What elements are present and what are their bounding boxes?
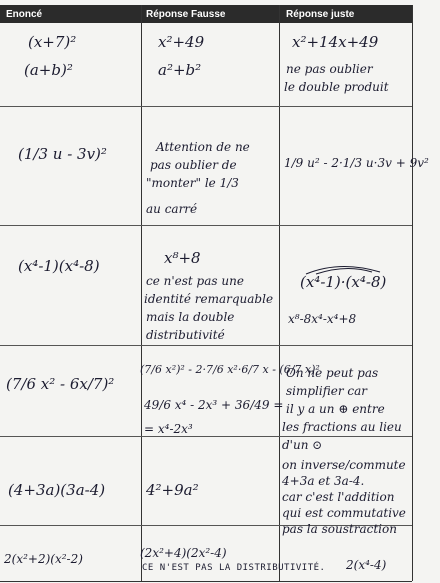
fausse-line: distributivité [146,328,225,342]
juste-line: 1/9 u² - 2·1/3 u·3v + 9v² [284,156,429,170]
fausse-line: x²+49 [158,33,205,51]
row-divider [0,225,412,226]
juste-line: car c'est l'addition [282,490,395,504]
row-divider [0,345,412,346]
header-enonce: Enoncé [6,9,43,20]
fausse-line: identité remarquable [144,292,274,306]
table-bottom-border [0,581,412,582]
enonce-line: (x⁴-1)(x⁴-8) [18,257,100,275]
fausse-line: x⁸+8 [164,249,201,267]
enonce-line: (a+b)² [24,61,73,79]
juste-line: 2(x⁴-4) [346,558,387,572]
header-reponse-fausse: Réponse Fausse [146,9,226,20]
juste-line: x⁸-8x⁴-x⁴+8 [288,312,357,326]
juste-line: il y a un ⊕ entre [286,402,385,416]
enonce-line: (7/6 x² - 6x/7)² [6,375,115,393]
fausse-line: (7/6 x²)² - 2·7/6 x²·6/7 x - (6/7 x)² [140,363,320,376]
juste-line: x²+14x+49 [292,33,379,51]
juste-line: ne pas oublier [286,62,373,76]
column-divider [412,5,413,581]
row-divider [0,436,412,437]
distribution-arrows [300,262,390,276]
fausse-line: a²+b² [158,61,202,79]
fausse-line: ce n'est pas une [146,274,244,288]
enonce-line: 2(x²+2)(x²-2) [4,552,83,566]
fausse-line: Attention de ne [156,140,250,154]
fausse-line: 49/6 x⁴ - 2x³ + 36/49 = [144,398,284,412]
fausse-line: = x⁴-2x³ [144,422,193,436]
juste-line: (x⁴-1)·(x⁴-8) [300,273,387,291]
fausse-line: mais la double [146,310,235,324]
enonce-line: (4+3a)(3a-4) [8,481,106,499]
fausse-line: (2x²+4)(2x²-4) [140,546,227,560]
table-header [0,5,412,23]
fausse-line: au carré [146,202,198,216]
fausse-line: "monter" le 1/3 [146,176,239,190]
juste-line: d'un ⊙ [282,438,323,452]
enonce-line: (x+7)² [28,33,77,51]
juste-line: On ne peut pas [286,366,379,380]
enonce-line: (1/3 u - 3v)² [18,145,107,163]
header-reponse-juste: Réponse juste [286,9,355,20]
juste-line: le double produit [284,80,389,94]
row-divider [0,106,412,107]
juste-line: pas la soustraction [282,522,397,536]
fausse-line: 4²+9a² [146,481,199,499]
fausse-line: pas oublier de [150,158,237,172]
distributivity-note: CE N'EST PAS LA DISTRIBUTIVITÉ. [142,563,326,573]
column-divider [141,5,142,581]
juste-line: qui est commutative [282,506,406,520]
juste-line: 4+3a et 3a-4. [282,474,365,488]
juste-line: simplifier car [286,384,367,398]
juste-line: on inverse/commute [282,458,406,472]
juste-line: les fractions au lieu [282,420,402,434]
column-divider [279,5,280,581]
